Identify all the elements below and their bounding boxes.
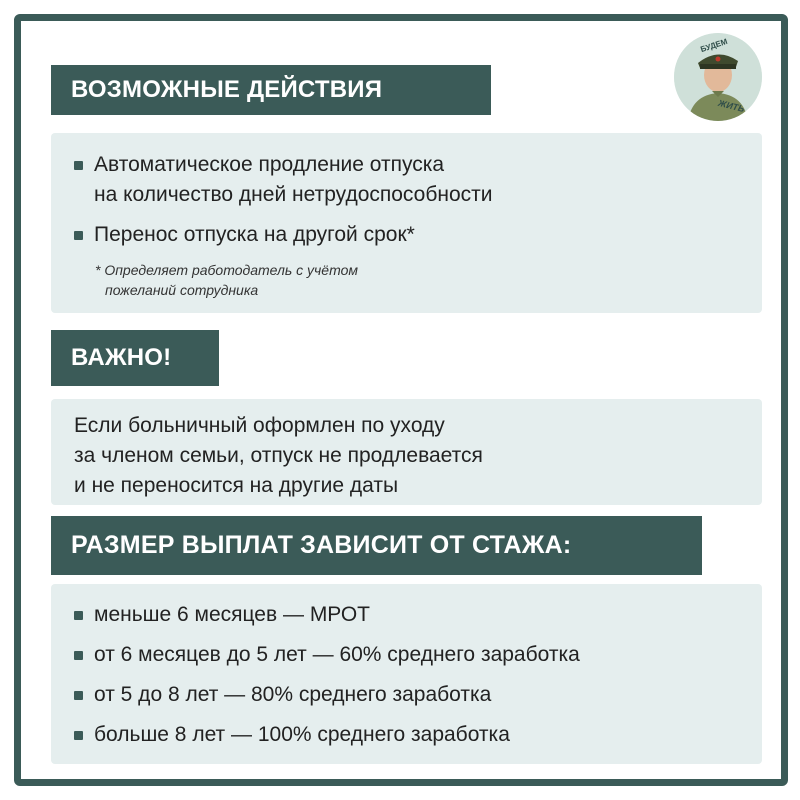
- important-panel: [51, 399, 762, 505]
- bullet-icon: [74, 231, 83, 240]
- bullet-icon: [74, 731, 83, 740]
- action-item-line: Перенос отпуска на другой срок*: [94, 223, 415, 246]
- payments-panel: [51, 584, 762, 764]
- important-line: Если больничный оформлен по уходу: [74, 414, 445, 437]
- payment-item-text: больше 8 лет — 100% среднего заработка: [94, 723, 510, 746]
- action-item-line: на количество дней нетрудоспособности: [94, 183, 493, 206]
- logo: [674, 33, 762, 121]
- logo-bottom-text: ЖИТЬ: [717, 97, 746, 115]
- footnote-line: пожеланий сотрудника: [105, 282, 259, 298]
- payments-header: [51, 516, 702, 575]
- bullet-icon: [74, 691, 83, 700]
- important-title: ВАЖНО!: [71, 344, 172, 371]
- footnote-line: * Определяет работодатель с учётом: [95, 262, 358, 278]
- footnote: [51, 260, 762, 300]
- action-item: [51, 220, 762, 250]
- actions-panel: [51, 133, 762, 313]
- bullet-icon: [74, 161, 83, 170]
- payment-item: [51, 640, 762, 670]
- actions-title: ВОЗМОЖНЫЕ ДЕЙСТВИЯ: [71, 76, 383, 103]
- payment-item-text: меньше 6 месяцев — МРОТ: [94, 603, 371, 626]
- payment-item: [51, 680, 762, 710]
- important-line: и не переносится на другие даты: [74, 474, 399, 497]
- action-item-line: Автоматическое продление отпуска: [94, 153, 445, 176]
- bullet-icon: [74, 651, 83, 660]
- payment-item: [51, 600, 762, 630]
- important-header: [51, 330, 219, 386]
- payment-item: [51, 720, 762, 750]
- important-line: за членом семьи, отпуск не продлевается: [74, 444, 483, 467]
- payment-item-text: от 6 месяцев до 5 лет — 60% среднего заработка: [94, 643, 580, 666]
- action-item: [51, 150, 762, 210]
- logo-top-text: БУДЕМ: [699, 36, 729, 55]
- info-card: [14, 14, 788, 786]
- payment-item-text: от 5 до 8 лет — 80% среднего заработка: [94, 683, 492, 706]
- bullet-icon: [74, 611, 83, 620]
- actions-header: [51, 65, 491, 115]
- payments-title: РАЗМЕР ВЫПЛАТ ЗАВИСИТ ОТ СТАЖА:: [71, 531, 572, 559]
